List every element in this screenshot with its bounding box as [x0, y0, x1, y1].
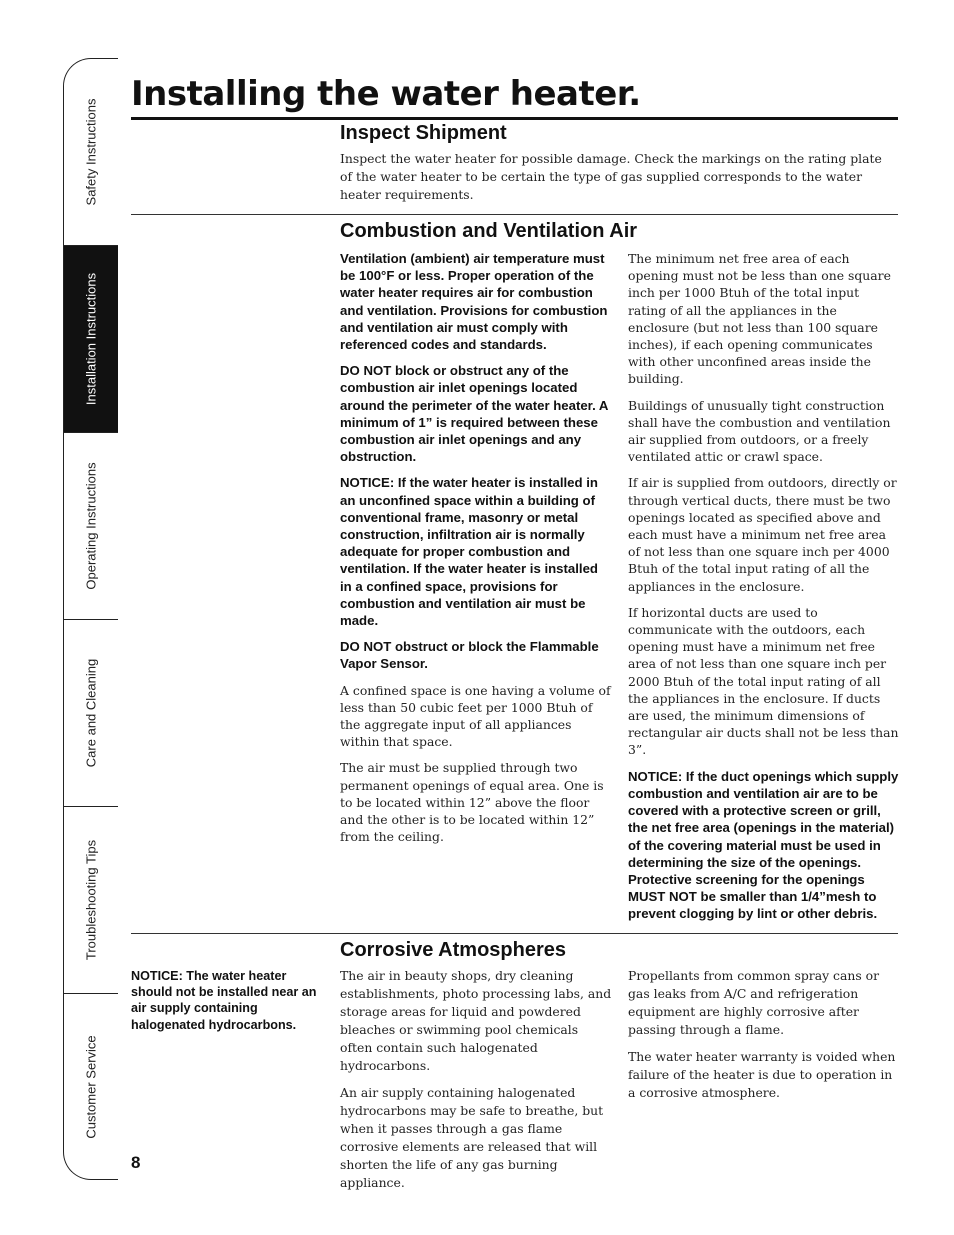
paragraph: DO NOT block or obstruct any of the combustion air inlet openings located around the perimeter of the water heater. A minimum of 1” is required between these combustion air inlet openings and any obstruction. — [340, 363, 608, 465]
paragraph: NOTICE: If the water heater is installed in an unconfined space within a building of conventional frame, masonry or metal construction, infiltration air is normally adequate for proper combustion and ventilation. If the water heater is installed in a confined space, provisions for combustion and ventilation air must be made. — [340, 475, 598, 629]
paragraph: If horizontal ducts are used to communicate with the outdoors, each opening must have a minimum net free area of not less than one square inch per 2000 Btuh of the total input rating of all the appliances in the enclosure. If ducts are used, the minimum dimensions of rectangular air ducts shall not be less than 3”. — [628, 604, 899, 758]
paragraph: The minimum net free area of each opening must not be less than one square inch per 1000 Btuh of the total input rating of all the appliances in the enclosure (but not less than 100 square inches), if each opening communicates with other unconfined areas inside the building. — [628, 251, 891, 387]
title-rule — [131, 117, 898, 120]
paragraph: Propellants from common spray cans or gas leaks from A/C and refrigeration equipment are highly corrosive after passing through a flame. — [628, 968, 880, 1037]
combustion-heading: Combustion and Ventilation Air — [340, 220, 638, 242]
paragraph: NOTICE: If the duct openings which supply combustion and ventilation air are to be covered with a protective screen or grill, the net free area (openings in the material) of the covering material must be used in determining the size of the openings. Protective screening for the openings MUST NOT be smaller than 1/4”mesh to prevent clogging by lint or other debris. — [628, 768, 899, 922]
section-divider — [131, 214, 898, 215]
side-tab-strip — [63, 58, 118, 1180]
tab-operating-instructions[interactable]: Operating Instructions — [64, 433, 118, 620]
corrosive-sidebar-notice — [131, 968, 321, 1042]
tab-safety-instructions[interactable]: Safety Instructions — [64, 59, 118, 246]
corrosive-heading: Corrosive Atmospheres — [340, 939, 566, 961]
paragraph: DO NOT obstruct or block the Flammable Vapor Sensor. — [340, 639, 599, 672]
page-title: Installing the water heater. — [131, 74, 641, 114]
tab-installation-instructions[interactable]: Installation Instructions — [64, 246, 118, 433]
combustion-right-column — [628, 250, 900, 932]
tab-troubleshooting-tips[interactable]: Troubleshooting Tips — [64, 807, 118, 994]
inspect-shipment-body — [340, 150, 892, 213]
paragraph: A confined space is one having a volume of less than 50 cubic feet per 1000 Btuh of the aggregate input of all appliances within that space. — [340, 682, 611, 750]
paragraph: Ventilation (ambient) air temperature must be 100°F or less. Proper operation of the water heater requires air for combustion and ventilation. Provisions for combustion and ventilation air must comply with referenced codes and standards. — [340, 251, 608, 353]
paragraph: If air is supplied from outdoors, directly or through vertical ducts, there must be two openings located as specified above and each must have a minimum net free area of not less than one square inch per 4000 Btuh of the total input rating of all the appliances in the enclosure. — [628, 475, 897, 594]
paragraph: The air must be supplied through two permanent openings of equal area. One is to be located within 12” above the floor and the other is to be located within 12” from the ceiling. — [340, 760, 604, 845]
paragraph: An air supply containing halogenated hydrocarbons may be safe to breathe, but when it passes through a gas flame corrosive elements are released that will shorten the life of any gas burning appliance. — [340, 1085, 604, 1190]
section-divider — [131, 933, 898, 934]
corrosive-right-column — [628, 967, 900, 1111]
paragraph: Buildings of unusually tight construction shall have the combustion and ventilation air supplied from outdoors, or a freely ventilated attic or crawl space. — [628, 397, 891, 465]
corrosive-left-column — [340, 967, 612, 1201]
tab-care-and-cleaning[interactable]: Care and Cleaning — [64, 620, 118, 807]
notice-text: NOTICE: The water heater should not be installed near an air supply containing halogenated hydrocarbons. — [131, 969, 317, 1032]
page-number: 8 — [131, 1153, 141, 1172]
tab-customer-service[interactable]: Customer Service — [83, 1034, 99, 1139]
inspect-shipment-heading: Inspect Shipment — [340, 122, 507, 144]
paragraph: Inspect the water heater for possible damage. Check the markings on the rating plate of the water heater to be certain the type of gas supplied corresponds to the water heater requirements. — [340, 151, 882, 202]
paragraph: The water heater warranty is voided when failure of the heater is due to operation in a corrosive atmosphere. — [628, 1049, 896, 1100]
combustion-left-column — [340, 250, 612, 855]
paragraph: The air in beauty shops, dry cleaning establishments, photo processing labs, and storage areas for liquid and powdered bleaches or swimming pool chemicals often contain such halogenated hydrocarbons. — [340, 968, 612, 1073]
